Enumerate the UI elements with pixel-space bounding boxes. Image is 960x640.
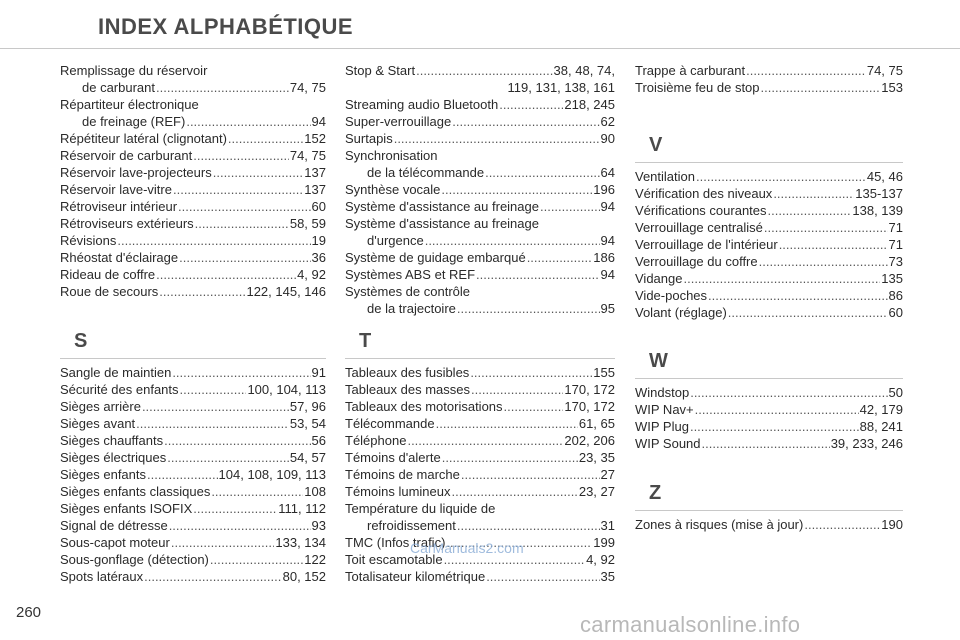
dot-leader: [193, 500, 277, 517]
index-entry-label: Super-verrouillage: [345, 114, 452, 129]
dot-leader: [759, 253, 888, 270]
index-entry-pages: 50: [888, 385, 903, 400]
index-entry-label: Témoins d'alerte: [345, 450, 441, 465]
index-entry: [635, 304, 903, 321]
index-entry: [60, 381, 326, 398]
index-entry-pages: 111, 112: [278, 501, 326, 516]
dot-leader: [167, 449, 289, 466]
index-entry: [60, 266, 326, 283]
section-s-list: [60, 364, 326, 585]
dot-leader: [179, 249, 310, 266]
index-entry-label: Spots latéraux: [60, 569, 144, 584]
index-entry: [635, 236, 903, 253]
index-entry-pages: 90: [600, 131, 615, 146]
index-entry-pages: 135: [881, 271, 903, 286]
index-entry-label: Systèmes ABS et REF: [345, 267, 476, 282]
index-entry: [345, 198, 615, 215]
index-entry-freinage-urgence: Système d'assistance au freinage d'urgence ..... 94: [345, 215, 615, 249]
index-entry-pages: 23, 27: [578, 484, 615, 499]
index-entry-label: Sièges enfants ISOFIX: [60, 501, 193, 516]
dot-leader: [173, 181, 303, 198]
index-entry: [635, 168, 903, 185]
dot-leader: [441, 181, 592, 198]
index-entry-label: Sièges électriques: [60, 450, 167, 465]
index-entry-label: Sièges enfants classiques: [60, 484, 211, 499]
index-entry-pages: 196: [593, 182, 615, 197]
dot-leader: [193, 147, 289, 164]
dot-leader: [142, 398, 289, 415]
index-entry-pages: 199: [593, 535, 615, 550]
section-v-list: [635, 168, 903, 321]
dot-leader: [764, 219, 888, 236]
index-entry-pages: 54, 57: [289, 450, 326, 465]
index-entry-pages: 153: [881, 80, 903, 95]
dot-leader: [683, 270, 880, 287]
index-entry: [345, 181, 615, 198]
dot-leader: [690, 384, 887, 401]
index-entry-pages: 218, 245: [564, 97, 615, 112]
index-entry-label: Volant (réglage): [635, 305, 727, 320]
index-entry-pages: 86: [888, 288, 903, 303]
dot-leader: [228, 130, 303, 147]
index-entry-pages: 56: [311, 433, 326, 448]
index-entry-label: Sous-capot moteur: [60, 535, 170, 550]
index-entry: [60, 568, 326, 585]
index-entry-label: Verrouillage centralisé: [635, 220, 763, 235]
index-entry-label: Sécurité des enfants: [60, 382, 179, 397]
index-entry-pages: 137: [304, 165, 326, 180]
index-entry: [345, 483, 615, 500]
index-entry-pages: 71: [888, 220, 903, 235]
index-entry: [345, 266, 615, 283]
index-entry-pages: 94: [311, 114, 326, 129]
dot-leader: [117, 232, 310, 249]
section-z-list: [635, 516, 903, 533]
index-entry-label: Vide-poches: [635, 288, 708, 303]
index-entry-pages: 23, 35: [578, 450, 615, 465]
section-v-header: [635, 134, 903, 163]
index-entry: [635, 516, 903, 533]
index-entry-pages: 27: [600, 467, 615, 482]
index-entry-pages: 60: [888, 305, 903, 320]
index-entry-label: Répartiteur électronique: [60, 97, 199, 112]
dot-leader: [172, 364, 310, 381]
index-entry-pages: 138, 139: [852, 203, 903, 218]
index-entry: [60, 96, 326, 130]
index-entry: [345, 113, 615, 130]
col1-top-list: [60, 62, 326, 300]
index-entry-pages: 35: [600, 569, 615, 584]
index-entry-pages: 19: [311, 233, 326, 248]
index-entry-label: Révisions: [60, 233, 117, 248]
index-entry-label: Rétroviseur intérieur: [60, 199, 178, 214]
dot-leader: [144, 568, 282, 585]
dot-leader: [211, 483, 303, 500]
index-entry-pages: 74, 75: [866, 63, 903, 78]
dot-leader: [696, 168, 866, 185]
index-entry-label: Tableaux des fusibles: [345, 365, 470, 380]
section-s-header: [60, 330, 326, 359]
index-entry: [60, 517, 326, 534]
index-entry: [60, 130, 326, 147]
section-letter-s: S: [74, 330, 88, 352]
index-entry: [635, 418, 903, 435]
index-entry-pages: 57, 96: [289, 399, 326, 414]
index-entry: [345, 415, 615, 432]
index-entry: [60, 181, 326, 198]
index-entry-label: Sangle de maintien: [60, 365, 172, 380]
col2-top-list: [345, 62, 615, 317]
index-entry-pages: 74, 75: [289, 80, 326, 95]
dot-leader: [156, 79, 289, 96]
index-entry-pages: 53, 54: [289, 416, 326, 431]
index-entry-pages: 4, 92: [586, 552, 615, 567]
index-entry-pages: 202, 206: [564, 433, 615, 448]
dot-leader: [773, 185, 854, 202]
index-entry-pages: 135-137: [855, 186, 903, 201]
index-entry-pages: 104, 108, 109, 113: [218, 467, 326, 482]
index-entry-label: Sièges enfants: [60, 467, 147, 482]
index-entry-label: Système de guidage embarqué: [345, 250, 526, 265]
dot-leader: [442, 449, 578, 466]
index-entry-pages: 190: [881, 517, 903, 532]
header-bar: [0, 0, 960, 49]
index-entry-label: Vidange: [635, 271, 683, 286]
dot-leader: [159, 283, 245, 300]
index-entry: [345, 130, 615, 147]
index-entry-pages: 73: [888, 254, 903, 269]
index-entry-pages: 186: [593, 250, 615, 265]
dot-leader: [470, 364, 592, 381]
index-entry: [635, 79, 903, 96]
index-entry: [60, 164, 326, 181]
index-entry-label: Totalisateur kilométrique: [345, 569, 486, 584]
dot-leader: [761, 79, 881, 96]
dot-leader: [180, 381, 247, 398]
index-entry: [635, 435, 903, 452]
index-entry-label: Troisième feu de stop: [635, 80, 760, 95]
index-entry-pages: 61, 65: [578, 416, 615, 431]
index-entry-label: Rhéostat d'éclairage: [60, 250, 179, 265]
dot-leader: [452, 113, 599, 130]
index-entry: [60, 398, 326, 415]
index-entry-stop-start: Stop & Start ..... 38, 48, 74, 119, 131, 138, 161: [345, 62, 615, 96]
index-entry: [60, 466, 326, 483]
dot-leader: [156, 266, 296, 283]
dot-leader: [461, 466, 600, 483]
dot-leader: [702, 435, 830, 452]
index-entry-label: de freinage (REF): [82, 114, 186, 129]
dot-leader: [746, 62, 866, 79]
dot-leader: [768, 202, 852, 219]
index-entry-controle-trajectoire: Systèmes de contrôle de la trajectoire ..... 95: [345, 283, 615, 317]
watermark-footer: carmanualsonline.info: [580, 612, 801, 637]
index-entry-label: de carburant: [82, 80, 155, 95]
watermark-carmanuals: CarManuals2.com: [410, 540, 524, 556]
index-entry-pages: 36: [311, 250, 326, 265]
index-entry-label: Sous-gonflage (détection): [60, 552, 209, 567]
index-entry-label: Windstop: [635, 385, 690, 400]
index-entry-label: Réservoir lave-projecteurs: [60, 165, 212, 180]
dot-leader: [195, 215, 289, 232]
index-entry-label: Témoins de marche: [345, 467, 460, 482]
index-entry: [345, 449, 615, 466]
dot-leader: [452, 483, 578, 500]
index-entry-label: Verrouillage du coffre: [635, 254, 758, 269]
index-entry-pages: 39, 233, 246: [830, 436, 903, 451]
dot-leader: [779, 236, 888, 253]
index-entry-pages: 45, 46: [866, 169, 903, 184]
index-entry-label: Zones à risques (mise à jour): [635, 517, 804, 532]
index-entry-label: Tableaux des motorisations: [345, 399, 503, 414]
index-entry: [345, 466, 615, 483]
index-entry-pages: 91: [311, 365, 326, 380]
index-entry-pages: 155: [593, 365, 615, 380]
index-entry: [635, 62, 903, 79]
section-letter-w: W: [649, 350, 668, 372]
index-entry-pages: 62: [600, 114, 615, 129]
index-entry-pages: 71: [888, 237, 903, 252]
dot-leader: [136, 415, 289, 432]
index-entry-pages: 93: [311, 518, 326, 533]
dot-leader: [169, 517, 311, 534]
section-t-header: [345, 330, 615, 359]
dot-leader: [394, 130, 600, 147]
index-entry-label: Télécommande: [345, 416, 435, 431]
index-entry: [635, 185, 903, 202]
dot-leader: [147, 466, 218, 483]
index-entry: [345, 398, 615, 415]
index-entry-label: Vérification des niveaux: [635, 186, 773, 201]
index-entry-label: Répétiteur latéral (clignotant): [60, 131, 227, 146]
index-entry: [635, 287, 903, 304]
index-entry-label: Toit escamotable: [345, 552, 443, 567]
dot-leader: [436, 415, 578, 432]
dot-leader: [476, 266, 599, 283]
index-entry-label: WIP Sound: [635, 436, 701, 451]
index-entry-label: WIP Plug: [635, 419, 689, 434]
index-entry-label: TMC (Infos trafic): [345, 535, 446, 550]
dot-leader: [504, 398, 564, 415]
index-entry: [345, 249, 615, 266]
section-z-header: [635, 482, 903, 511]
index-entry-label: Surtapis: [345, 131, 393, 146]
index-entry: [635, 401, 903, 418]
dot-leader: [728, 304, 888, 321]
index-entry-label: Tableaux des masses: [345, 382, 471, 397]
index-entry: [60, 551, 326, 568]
page-number: 260: [16, 604, 42, 621]
dot-leader: [527, 249, 593, 266]
section-letter-v: V: [649, 134, 663, 156]
index-entry-synchronisation: Synchronisation de la télécommande ..... 64: [345, 147, 615, 181]
index-entry-label: Sièges arrière: [60, 399, 141, 414]
index-entry-label: Sièges avant: [60, 416, 136, 431]
dot-leader: [213, 164, 304, 181]
index-entry: [60, 249, 326, 266]
index-entry: [60, 534, 326, 551]
index-entry-label: Réservoir de carburant: [60, 148, 193, 163]
index-entry-pages: 137: [304, 182, 326, 197]
index-entry-label: Vérifications courantes: [635, 203, 767, 218]
index-entry: [345, 364, 615, 381]
index-entry-label: Réservoir lave-vitre: [60, 182, 172, 197]
index-entry-pages: 122: [304, 552, 326, 567]
index-entry-label: Verrouillage de l'intérieur: [635, 237, 778, 252]
index-entry: [635, 253, 903, 270]
index-entry: [60, 449, 326, 466]
index-entry-label: Sièges chauffants: [60, 433, 164, 448]
section-w-header: [635, 350, 903, 379]
index-entry-label: Système d'assistance au freinage: [345, 199, 539, 214]
index-entry-label: Trappe à carburant: [635, 63, 746, 78]
index-entry-label: Ventilation: [635, 169, 695, 184]
index-entry: [60, 432, 326, 449]
index-entry: [60, 215, 326, 232]
index-entry: [60, 364, 326, 381]
section-letter-t: T: [359, 330, 372, 352]
dot-leader: [178, 198, 310, 215]
index-entry-pages: 88, 241: [859, 419, 903, 434]
index-entry: [635, 219, 903, 236]
col3-top-list: [635, 62, 903, 96]
index-entry-pages: 94: [600, 267, 615, 282]
index-entry-label: Témoins lumineux: [345, 484, 451, 499]
index-entry-pages: 94: [600, 199, 615, 214]
index-entry-pages: 122, 145, 146: [246, 284, 326, 299]
index-entry-pages: 152: [304, 131, 326, 146]
index-entry: [60, 415, 326, 432]
section-w-list: [635, 384, 903, 452]
dot-leader: [695, 401, 859, 418]
dot-leader: [804, 516, 880, 533]
dot-leader: [407, 432, 563, 449]
page-title: INDEX ALPHABÉTIQUE: [98, 14, 354, 39]
index-entry: [635, 384, 903, 401]
index-entry-pages: 4, 92: [297, 267, 326, 282]
index-entry: [635, 270, 903, 287]
dot-leader: [486, 568, 599, 585]
index-entry: [60, 232, 326, 249]
dot-leader: [164, 432, 310, 449]
index-entry-pages: 170, 172: [564, 382, 615, 397]
index-entry-label: Remplissage du réservoir: [60, 63, 208, 78]
index-entry: [60, 283, 326, 300]
index-entry-temperature-liquide: Température du liquide de refroidissement ..... 31: [345, 500, 615, 534]
index-entry: [60, 62, 326, 96]
index-entry-pages: 170, 172: [564, 399, 615, 414]
index-entry-label: Streaming audio Bluetooth: [345, 97, 499, 112]
dot-leader: [210, 551, 303, 568]
index-entry: [635, 202, 903, 219]
dot-leader: [171, 534, 275, 551]
index-entry: [345, 381, 615, 398]
index-entry-label: Roue de secours: [60, 284, 159, 299]
dot-leader: [690, 418, 859, 435]
dot-leader: [186, 113, 310, 130]
dot-leader: [708, 287, 887, 304]
index-entry: [60, 198, 326, 215]
index-entry-pages: 100, 104, 113: [247, 382, 326, 397]
index-entry-label: Téléphone: [345, 433, 407, 448]
dot-leader: [540, 198, 600, 215]
index-entry-pages: 58, 59: [289, 216, 326, 231]
index-entry: [60, 500, 326, 517]
index-entry-label: Signal de détresse: [60, 518, 168, 533]
index-entry-pages: 80, 152: [282, 569, 326, 584]
index-entry-label: Rétroviseurs extérieurs: [60, 216, 194, 231]
index-entry: [60, 483, 326, 500]
index-entry-pages: 60: [311, 199, 326, 214]
index-entry-label: Synthèse vocale: [345, 182, 441, 197]
index-entry-pages: 74, 75: [289, 148, 326, 163]
index-entry-pages: 42, 179: [859, 402, 903, 417]
index-entry: [60, 147, 326, 164]
index-entry: [345, 96, 615, 113]
section-letter-z: Z: [649, 482, 662, 504]
dot-leader: [471, 381, 563, 398]
index-entry-pages: 133, 134: [275, 535, 326, 550]
index-entry: [345, 568, 615, 585]
index-entry-pages: 108: [304, 484, 326, 499]
index-entry-label: WIP Nav+: [635, 402, 694, 417]
dot-leader: [499, 96, 563, 113]
index-entry-label: Rideau de coffre: [60, 267, 156, 282]
index-entry: [345, 432, 615, 449]
